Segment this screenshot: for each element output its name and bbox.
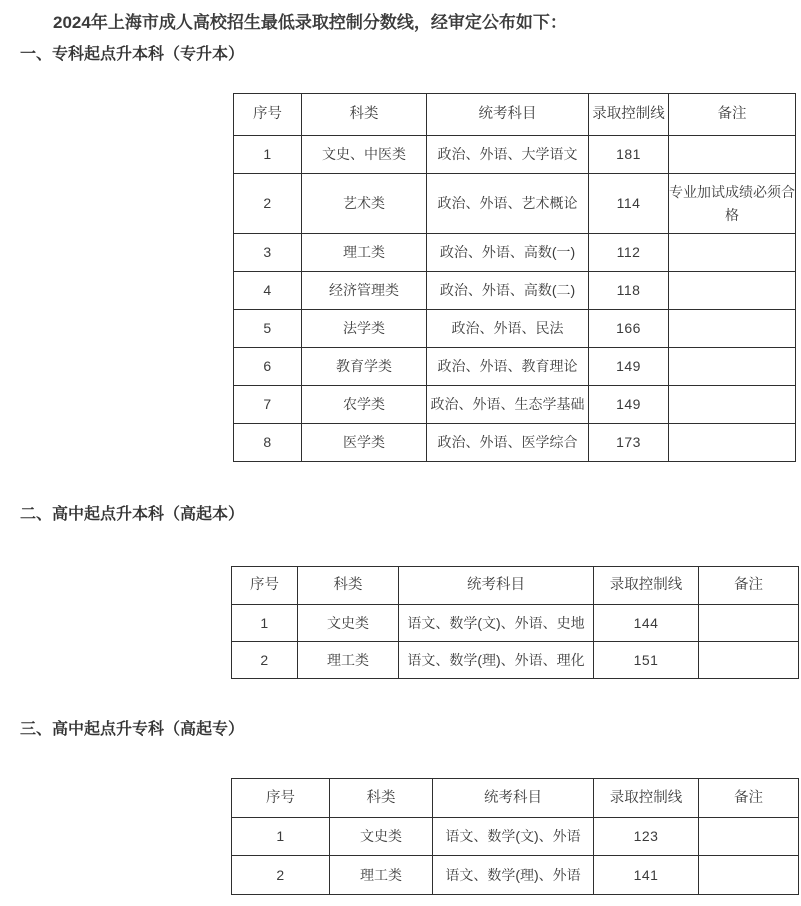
table-row [234,348,796,386]
seq-cell: 1 [234,136,302,174]
seq-cell: 6 [234,348,302,386]
table-row [234,174,796,234]
subjects-cell: 政治、外语、艺术概论 [427,174,589,234]
column-header-remark: 备注 [699,567,799,605]
category-cell: 医学类 [302,424,427,462]
subjects-cell: 政治、外语、民法 [427,310,589,348]
subjects-cell: 语文、数学(理)、外语、理化 [399,642,594,679]
remark-cell [669,272,796,310]
table-row [232,642,799,679]
score-table-zhuanshengben [233,93,796,462]
table-row [234,272,796,310]
seq-cell: 4 [234,272,302,310]
column-header-category: 科类 [298,567,399,605]
table-row [234,424,796,462]
seq-cell: 2 [232,642,298,679]
category-cell: 文史、中医类 [302,136,427,174]
column-header-subjects: 统考科目 [427,94,589,136]
seq-cell: 1 [232,818,330,856]
category-cell: 经济管理类 [302,272,427,310]
table-row [232,818,799,856]
column-header-subjects: 统考科目 [399,567,594,605]
column-header-remark: 备注 [699,779,799,818]
subjects-cell: 语文、数学(文)、外语、史地 [399,605,594,642]
remark-cell [669,386,796,424]
subjects-cell: 政治、外语、高数(二) [427,272,589,310]
category-cell: 教育学类 [302,348,427,386]
seq-cell: 1 [232,605,298,642]
remark-cell [669,424,796,462]
cutoff-score-cell: 181 [589,136,669,174]
seq-cell: 7 [234,386,302,424]
category-cell: 文史类 [330,818,433,856]
cutoff-score-cell: 173 [589,424,669,462]
cutoff-score-cell: 166 [589,310,669,348]
category-cell: 艺术类 [302,174,427,234]
score-table-gaoqizhuan [231,778,799,895]
seq-cell: 2 [232,856,330,895]
subjects-cell: 政治、外语、高数(一) [427,234,589,272]
column-header-remark: 备注 [669,94,796,136]
subjects-cell: 政治、外语、教育理论 [427,348,589,386]
seq-cell: 3 [234,234,302,272]
category-cell: 文史类 [298,605,399,642]
section-heading-gaoqiben: 二、高中起点升本科（高起本） [20,506,245,523]
table-row [232,856,799,895]
remark-cell [699,605,799,642]
column-header-seq: 序号 [232,779,330,818]
cutoff-score-cell: 144 [594,605,699,642]
cutoff-score-cell: 118 [589,272,669,310]
header-row [232,779,799,818]
remark-cell [669,234,796,272]
seq-cell: 8 [234,424,302,462]
category-cell: 理工类 [330,856,433,895]
column-header-seq: 序号 [234,94,302,136]
cutoff-score-cell: 112 [589,234,669,272]
subjects-cell: 政治、外语、大学语文 [427,136,589,174]
section-heading-gaoqizhuan: 三、高中起点升专科（高起专） [20,721,245,738]
category-cell: 农学类 [302,386,427,424]
table-row [234,386,796,424]
category-cell: 法学类 [302,310,427,348]
column-header-cutoff: 录取控制线 [594,567,699,605]
cutoff-score-cell: 141 [594,856,699,895]
column-header-category: 科类 [302,94,427,136]
category-cell: 理工类 [298,642,399,679]
header-row [232,567,799,605]
remark-cell [699,642,799,679]
section-heading-zhuanshengben: 一、专科起点升本科（专升本） [20,46,245,63]
subjects-cell: 政治、外语、医学综合 [427,424,589,462]
remark-cell [669,136,796,174]
column-header-cutoff: 录取控制线 [589,94,669,136]
category-cell: 理工类 [302,234,427,272]
table-row [234,310,796,348]
seq-cell: 2 [234,174,302,234]
table-row [234,234,796,272]
remark-cell [669,348,796,386]
column-header-seq: 序号 [232,567,298,605]
remark-cell [699,818,799,856]
subjects-cell: 语文、数学(文)、外语 [433,818,594,856]
column-header-cutoff: 录取控制线 [594,779,699,818]
column-header-category: 科类 [330,779,433,818]
cutoff-score-cell: 114 [589,174,669,234]
column-header-subjects: 统考科目 [433,779,594,818]
table-row [232,605,799,642]
cutoff-score-cell: 151 [594,642,699,679]
cutoff-score-cell: 149 [589,348,669,386]
remark-cell: 专业加试成绩必须合格 [669,174,796,234]
remark-cell [699,856,799,895]
seq-cell: 5 [234,310,302,348]
cutoff-score-cell: 123 [594,818,699,856]
score-table-gaoqiben [231,566,799,679]
cutoff-score-cell: 149 [589,386,669,424]
header-row [234,94,796,136]
subjects-cell: 语文、数学(理)、外语 [433,856,594,895]
subjects-cell: 政治、外语、生态学基础 [427,386,589,424]
remark-cell [669,310,796,348]
document-title: 2024年上海市成人高校招生最低录取控制分数线，经审定公布如下： [53,13,567,32]
table-row [234,136,796,174]
